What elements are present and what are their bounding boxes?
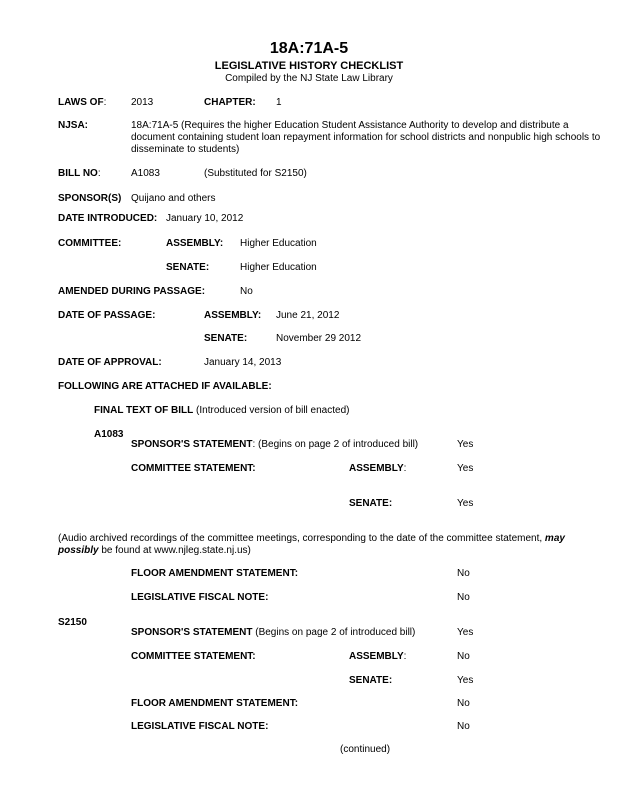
- committee-senate-label: SENATE:: [166, 262, 210, 273]
- s2150-sponsor-value: Yes: [457, 627, 474, 638]
- a1083-sponsor-value: Yes: [457, 439, 474, 450]
- passage-senate-label: SENATE:: [204, 333, 248, 344]
- compiled-by-line: Compiled by the NJ State Law Library: [225, 73, 393, 84]
- following-attached-heading: FOLLOWING ARE ATTACHED IF AVAILABLE:: [58, 381, 272, 392]
- s2150-fiscal-label: LEGISLATIVE FISCAL NOTE:: [131, 721, 269, 732]
- a1083-sponsor-statement: SPONSOR'S STATEMENT: (Begins on page 2 of introduced bill): [131, 439, 419, 450]
- a1083-committee-label: COMMITTEE STATEMENT:: [131, 463, 256, 474]
- s2150-heading: S2150: [58, 617, 87, 628]
- s2150-fiscal-value: No: [457, 721, 470, 732]
- bill-no-value: A1083: [131, 168, 160, 179]
- sponsors-value: Quijano and others: [131, 193, 216, 204]
- sponsors-label: SPONSOR(S): [58, 193, 122, 204]
- committee-senate-value: Higher Education: [240, 262, 317, 273]
- a1083-fiscal-value: No: [457, 592, 470, 603]
- page-title: 18A:71A-5: [269, 40, 349, 57]
- s2150-assembly-value: No: [457, 651, 470, 662]
- date-of-approval-value: January 14, 2013: [204, 357, 282, 368]
- njsa-label: NJSA:: [58, 120, 89, 131]
- a1083-floor-label: FLOOR AMENDMENT STATEMENT:: [131, 568, 299, 579]
- a1083-senate-label: SENATE:: [349, 498, 393, 509]
- committee-assembly-label: ASSEMBLY:: [166, 238, 224, 249]
- chapter-value: 1: [276, 97, 282, 108]
- a1083-senate-value: Yes: [457, 498, 474, 509]
- amended-value: No: [240, 286, 253, 297]
- a1083-assembly-value: Yes: [457, 463, 474, 474]
- date-introduced-label: DATE INTRODUCED:: [58, 213, 158, 224]
- s2150-sponsor-statement: SPONSOR'S STATEMENT (Begins on page 2 of introduced bill): [131, 627, 416, 638]
- passage-assembly-value: June 21, 2012: [276, 310, 340, 321]
- passage-senate-value: November 29 2012: [276, 333, 362, 344]
- checklist-subtitle: LEGISLATIVE HISTORY CHECKLIST: [214, 60, 404, 72]
- continued-footer: (continued): [340, 744, 391, 755]
- laws-of-value: 2013: [131, 97, 154, 108]
- a1083-floor-value: No: [457, 568, 470, 579]
- amended-label: AMENDED DURING PASSAGE:: [58, 286, 206, 297]
- s2150-senate-value: Yes: [457, 675, 474, 686]
- s2150-senate-label: SENATE:: [349, 675, 393, 686]
- final-text-line: FINAL TEXT OF BILL (Introduced version of bill enacted): [94, 405, 350, 416]
- chapter-label: CHAPTER:: [204, 97, 256, 108]
- bill-no-label: BILL NO:: [58, 168, 101, 179]
- committee-assembly-value: Higher Education: [240, 238, 317, 249]
- bill-no-note: (Substituted for S2150): [204, 168, 307, 179]
- committee-label: COMMITTEE:: [58, 238, 122, 249]
- a1083-heading: A1083: [94, 429, 124, 440]
- laws-of-label: LAWS OF:: [58, 97, 107, 108]
- s2150-floor-value: No: [457, 698, 470, 709]
- s2150-floor-label: FLOOR AMENDMENT STATEMENT:: [131, 698, 299, 709]
- audio-archive-note: (Audio archived recordings of the committee meetings, corresponding to the date of the committee statement, may possibly be found at www.njleg.state.nj.us): [58, 533, 565, 556]
- date-of-passage-label: DATE OF PASSAGE:: [58, 310, 156, 321]
- date-of-approval-label: DATE OF APPROVAL:: [58, 357, 162, 368]
- s2150-assembly-label: ASSEMBLY:: [349, 651, 407, 662]
- s2150-committee-label: COMMITTEE STATEMENT:: [131, 651, 256, 662]
- a1083-assembly-label: ASSEMBLY:: [349, 463, 407, 474]
- a1083-fiscal-label: LEGISLATIVE FISCAL NOTE:: [131, 592, 269, 603]
- passage-assembly-label: ASSEMBLY:: [204, 310, 262, 321]
- date-introduced-value: January 10, 2012: [166, 213, 244, 224]
- njsa-value: 18A:71A-5 (Requires the higher Education Student Assistance Authority to develop and distribute a document containing student loan repayment information for school districts and nonpublic high schools to disseminate to students): [131, 120, 601, 155]
